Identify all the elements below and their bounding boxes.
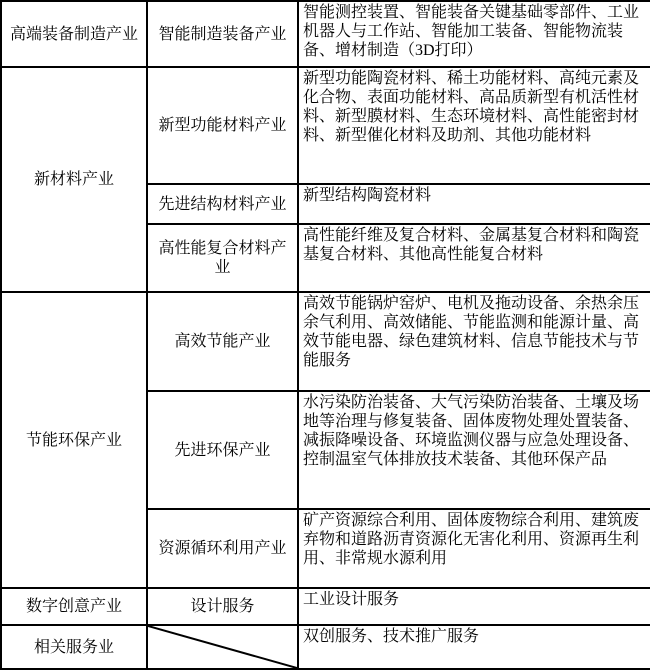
diagonal-line [148, 626, 297, 668]
category-related-services: 相关服务业 [1, 625, 147, 669]
category-high-end-equipment-manufacturing: 高端装备制造产业 [1, 1, 147, 67]
items-resource-recycling: 矿产资源综合利用、固体废物综合利用、建筑废弃物和道路沥青资源化无害化利用、资源再生利用、非常规水源利用 [298, 509, 650, 588]
items-design-services: 工业设计服务 [298, 588, 650, 625]
subcategory-advanced-environmental-protection: 先进环保产业 [147, 391, 298, 509]
subcategory-efficient-energy-saving: 高效节能产业 [147, 292, 298, 391]
items-high-performance-composites: 高性能纤维及复合材料、金属基复合材料和陶瓷基复合材料、其他高性能复合材料 [298, 224, 650, 292]
table-row [1, 588, 650, 625]
items-intelligent-manufacturing-equipment: 智能测控装置、智能装备关键基础零部件、工业机器人与工作站、智能加工装备、智能物流装备、增材制造（3D打印） [298, 1, 650, 67]
subcategory-intelligent-manufacturing-equipment: 智能制造装备产业 [147, 1, 298, 67]
items-related-services: 双创服务、技术推广服务 [298, 625, 650, 669]
table-row [1, 1, 650, 67]
subcategory-new-functional-materials: 新型功能材料产业 [147, 67, 298, 184]
items-advanced-structural-materials: 新型结构陶瓷材料 [298, 184, 650, 224]
category-new-materials: 新材料产业 [1, 67, 147, 292]
subcategory-design-services: 设计服务 [147, 588, 298, 625]
table-row [1, 67, 650, 184]
subcategory-resource-recycling: 资源循环利用产业 [147, 509, 298, 588]
items-advanced-environmental-protection: 水污染防治装备、大气污染防治装备、土壤及场地等治理与修复装备、固体废物处理处置装备、减振降噪设备、环境监测仪器与应急处理设备、控制温室气体排放技术装备、其他环保产品 [298, 391, 650, 509]
table-row [1, 292, 650, 391]
category-energy-saving-environmental-protection: 节能环保产业 [1, 292, 147, 588]
category-digital-creative-industry: 数字创意产业 [1, 588, 147, 625]
subcategory-high-performance-composites: 高性能复合材料产业 [147, 224, 298, 292]
subcategory-advanced-structural-materials: 先进结构材料产业 [147, 184, 298, 224]
empty-diagonal-cell [147, 625, 298, 669]
items-new-functional-materials: 新型功能陶瓷材料、稀土功能材料、高纯元素及化合物、表面功能材料、高品质新型有机活性材料、新型膜材料、生态环境材料、高性能密封材料、新型催化材料及助剂、其他功能材料 [298, 67, 650, 184]
table-row [1, 625, 650, 669]
items-efficient-energy-saving: 高效节能锅炉窑炉、电机及拖动设备、余热余压余气利用、高效储能、节能监测和能源计量、高效节能电器、绿色建筑材料、信息节能技术与节能服务 [298, 292, 650, 391]
